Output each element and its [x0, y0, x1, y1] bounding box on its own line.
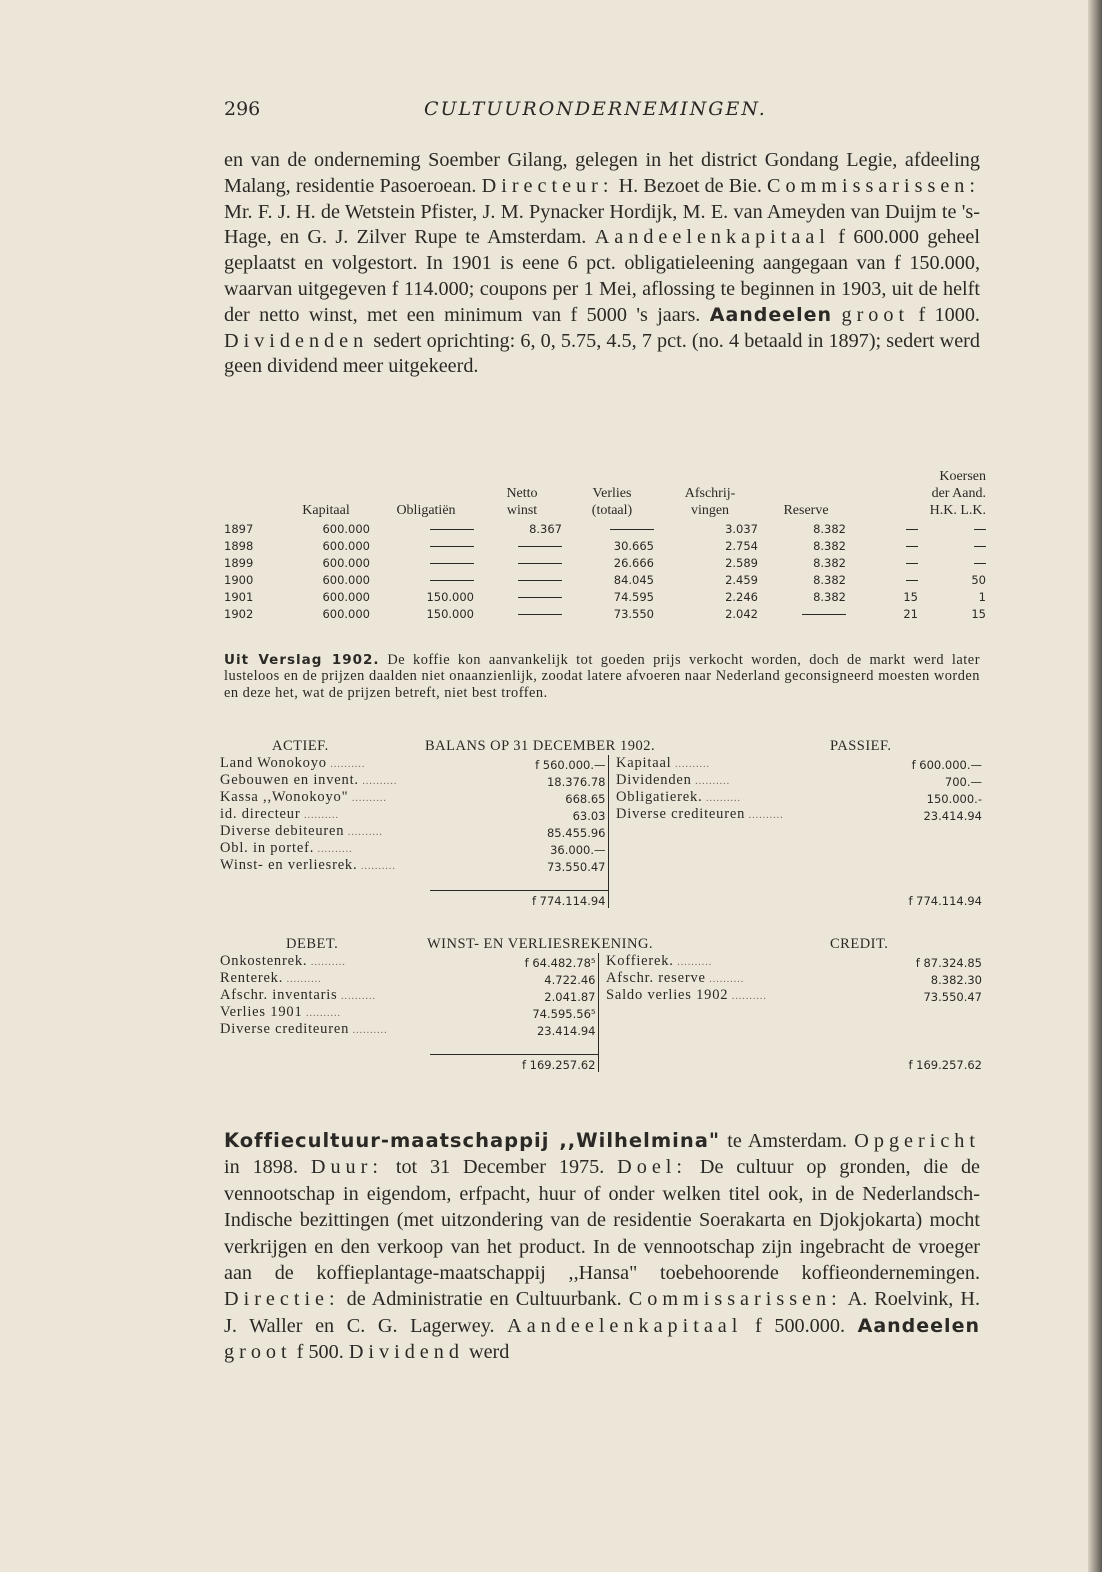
ledger-label-text: Kassa ,,Wonokoyo": [220, 789, 349, 805]
lk-cell: 15: [971, 607, 986, 621]
winst-title: WINST- EN VERLIESREKENING.: [427, 936, 654, 952]
dash-mark: [974, 546, 986, 547]
kapitaal-cell: 600.000: [322, 607, 370, 621]
lk-cell: [922, 536, 990, 553]
ledger-label: [220, 970, 430, 987]
ledger-row: [220, 857, 984, 874]
ledger-value: f 600.000.—: [911, 758, 982, 772]
ledger-value: [826, 823, 984, 840]
kapitaal-cell: 600.000: [322, 573, 370, 587]
ledger-row: [220, 772, 984, 789]
ledger-label-text: Winst- en verliesrek.: [220, 857, 358, 873]
reserve-cell: 8.382: [813, 539, 846, 553]
hk-cell: [850, 536, 922, 553]
dash-mark: [430, 546, 474, 547]
directie-label: Directie:: [224, 1288, 340, 1311]
ledger-value: 700.—: [944, 775, 982, 789]
ledger-label-text: Koffierek.: [606, 953, 674, 969]
dividenden-label: Dividenden: [224, 329, 369, 352]
ledger-label: [606, 953, 826, 970]
dash-mark: [906, 546, 918, 547]
afschr-cell: 2.754: [725, 539, 758, 553]
dash-mark: [974, 563, 986, 564]
text-span: Mr. F. J. H. de Wetstein Pfister, J. M. Pynacker Hordijk, M. E. van Ameyden van Duijm te 's-Hage, en G. J. Zilver Rupe te Amsterdam.: [224, 200, 980, 249]
ledger-row: [220, 823, 984, 840]
hk-cell: 21: [903, 607, 918, 621]
ledger-label-text: Saldo verlies 1902: [606, 987, 729, 1003]
leader-dots: ..........: [302, 1008, 341, 1019]
dash-mark: [518, 580, 562, 581]
ledger-value: 23.414.94: [536, 1024, 596, 1038]
obligatien-cell: [374, 570, 478, 587]
text-span: sedert oprichting: 6, 0, 5.75, 4.5, 7 pct. (no. 4 betaald in 1897); sedert werd geen dividend meer uitgekeerd.: [224, 329, 980, 378]
leader-dots: ..........: [705, 974, 745, 985]
leader-dots: ..........: [728, 991, 767, 1002]
ledger-row: [220, 1004, 984, 1021]
afschr-cell: 2.459: [725, 573, 758, 587]
dash-mark: [518, 597, 562, 598]
text-span: werd: [463, 1341, 510, 1364]
leader-dots: ..........: [300, 810, 339, 821]
table-row: [220, 570, 990, 587]
hk-cell: [850, 519, 922, 536]
text-span: f 500.: [291, 1341, 349, 1364]
ledger-divider: [608, 755, 616, 772]
aandeelen-label: Aandeelen: [709, 303, 833, 326]
ledger-row: [220, 987, 984, 1004]
netto-cell: 8.367: [529, 522, 562, 536]
ledger-label-text: Diverse debiteuren: [220, 823, 345, 839]
ledger-label: [220, 987, 430, 1004]
ledger-divider: [608, 823, 616, 840]
ledger-label: [606, 987, 826, 1004]
winst-total-right: f 169.257.62: [908, 1057, 982, 1072]
directeur-label: Directeur:: [481, 174, 614, 197]
reserve-cell: 8.382: [813, 522, 846, 536]
ledger-divider: [608, 789, 616, 806]
afschr-cell: 2.042: [725, 607, 758, 621]
ledger-value: 4.722.46: [544, 973, 596, 987]
text-span: De cultuur op gronden, die de vennootschap in eigendom, erfpacht, huur of onder welken titel ook, in de Nederlandsch-Indische bezittingen (met uitzondering van de residentie Soerakarta en Djokjokarta) mocht verkrijgen en den verkoop van het product. In de vennootschap zijn ingebracht de vroeger aan de koffieplantage-maatschappij ,,Hansa" toebehoorende koffieondernemingen.: [224, 1156, 981, 1285]
balance-sheet: [220, 736, 984, 908]
credit-label: CREDIT.: [830, 936, 889, 952]
ledger-row: [220, 953, 984, 970]
text-span: f 600.000 geheel geplaatst en volgestort. In 1901 is eene 6 pct. obligatieleening aangegaan van f 150.000, waarvan uitgegeven f 114.000; coupons per 1 Mei, aflossing te beginnen in 1903, uit de helft der netto winst, met een minimum van f 5000 's jaars.: [224, 226, 980, 326]
verlies-cell: 84.045: [613, 573, 654, 587]
verlies-cell: 74.595: [613, 590, 654, 604]
dash-mark: [518, 546, 562, 547]
financial-history-table: [220, 468, 990, 621]
ledger-divider: [598, 1004, 606, 1021]
text-span: te Amsterdam.: [720, 1130, 855, 1152]
ledger-value: f 87.324.85: [915, 956, 982, 970]
ledger-label: [606, 970, 826, 987]
table-row: [220, 536, 990, 553]
leader-dots: ..........: [349, 1025, 388, 1036]
netto-cell: [478, 536, 566, 553]
winst-total-left: f 169.257.62: [430, 1055, 598, 1072]
ledger-label: [606, 1004, 826, 1021]
ledger-label-text: Afschr. inventaris: [220, 987, 338, 1003]
ledger-divider: [608, 840, 616, 857]
year-cell: 1900: [224, 573, 254, 587]
ledger-value: [826, 857, 984, 874]
reserve-cell: 8.382: [813, 573, 846, 587]
ledger-value: 150.000.-: [926, 792, 982, 806]
reserve-header: Reserve: [783, 503, 829, 518]
leader-dots: ..........: [673, 957, 713, 968]
hk-cell: [850, 553, 922, 570]
afschr-cell: 2.246: [725, 590, 758, 604]
ledger-label: [220, 772, 430, 789]
running-title: CULTUURONDERNEMINGEN.: [424, 98, 767, 120]
ledger-label-text: Obligatierek.: [616, 789, 703, 805]
table-row: [220, 553, 990, 570]
ledger-label-text: Gebouwen en invent.: [220, 772, 359, 788]
ledger-divider: [598, 970, 606, 987]
actief-label: ACTIEF.: [272, 738, 329, 754]
dividend-label: Dividend: [348, 1341, 464, 1364]
ledger-divider: [608, 857, 616, 874]
company-description-paragraph: [224, 148, 980, 380]
verlies-cell: 30.665: [613, 539, 654, 553]
balans-title: BALANS OP 31 DECEMBER 1902.: [425, 738, 656, 754]
page-number: 296: [224, 98, 261, 120]
leader-dots: ..........: [745, 810, 784, 821]
ledger-divider: [608, 806, 616, 823]
duur-label: Duur:: [310, 1156, 383, 1179]
dash-mark: [430, 529, 474, 530]
dash-mark: [906, 563, 918, 564]
obligatien-cell: 150.000: [426, 590, 474, 604]
text-span: tot 31 December 1975.: [382, 1156, 618, 1179]
ledger-label-text: Dividenden: [616, 772, 692, 788]
lk-cell: 50: [971, 573, 986, 587]
leader-dots: ..........: [314, 844, 353, 855]
leader-dots: ..........: [691, 776, 731, 787]
leader-dots: ..........: [358, 776, 398, 787]
ledger-row: [220, 1021, 984, 1038]
ledger-label-text: Diverse crediteuren: [220, 1021, 350, 1037]
text-span: in 1898.: [224, 1156, 311, 1179]
ledger-label-text: Afschr. reserve: [606, 970, 706, 986]
debet-label: DEBET.: [286, 936, 339, 952]
vingen-header: vingen: [690, 503, 730, 518]
balans-total-left: f 774.114.94: [430, 891, 608, 908]
ledger-divider: [598, 987, 606, 1004]
koersen-header: Koersen: [939, 469, 986, 484]
ledger-value: 23.414.94: [923, 809, 982, 823]
ledger-label: [220, 1021, 430, 1038]
text-span: f 500.000.: [742, 1314, 858, 1337]
text-span: A. Roelvink, H. J. Waller en C. G. Lagerwey.: [224, 1288, 981, 1337]
year-cell: 1897: [224, 522, 254, 536]
ledger-value: f 560.000.—: [535, 758, 606, 772]
leader-dots: ..........: [337, 991, 376, 1002]
wilhelmina-paragraph: [224, 1128, 980, 1366]
balans-total-right: f 774.114.94: [908, 893, 982, 908]
ledger-label: [220, 857, 430, 874]
ledger-value: 74.595.56⁵: [532, 1007, 596, 1021]
ledger-label: [616, 806, 826, 823]
ledger-label-text: Obl. in portef.: [220, 840, 315, 856]
hk-cell: 15: [903, 590, 918, 604]
winst-header: winst: [506, 503, 538, 518]
kapitaal-cell: 600.000: [322, 556, 370, 570]
verlies-header: Verlies: [592, 486, 632, 501]
groot-label: groot: [841, 303, 910, 326]
reserve-cell: 8.382: [813, 590, 846, 604]
obligatien-header: Obligatiën: [396, 503, 456, 518]
ledger-value: [826, 1021, 984, 1038]
reserve-cell: 8.382: [813, 556, 846, 570]
report-text: De koffie kon aanvankelijk tot goeden prijs verkocht worden, doch de markt werd later lusteloos en de prijzen daalden niet onaanzienlijk, zoodat latere afvoeren naar Nederland geconsigneerd moesten worden en deze het, wat de prijzen betreft, niet best troffen.: [224, 652, 980, 701]
ledger-value: 73.550.47: [923, 990, 982, 1004]
ledger-label: [616, 789, 826, 806]
verlies-cell: [566, 519, 658, 536]
afschrijvingen-header: Afschrij-: [684, 486, 736, 501]
ledger-label: [220, 1004, 430, 1021]
aandeelen-label: Aandeelen: [857, 1314, 980, 1337]
dash-mark: [518, 563, 562, 564]
ledger-label-text: Renterek.: [220, 970, 284, 986]
profit-loss-account: [220, 934, 984, 1072]
ledger-row: [220, 840, 984, 857]
doel-label: Doel:: [617, 1156, 688, 1179]
passief-label: PASSIEF.: [830, 738, 892, 754]
ledger-value: 73.550.47: [546, 860, 606, 874]
aandeelenkapitaal-label: Aandeelenkapitaal: [507, 1314, 743, 1337]
text-span: en van de onderneming Soember Gilang, gelegen in het district Gondang Legie, afdeeling Malang, residentie Pasoeroean.: [224, 149, 980, 197]
leader-dots: ..........: [702, 793, 741, 804]
ledger-value: 36.000.—: [550, 843, 606, 857]
year-cell: 1899: [224, 556, 254, 570]
ledger-label: [220, 823, 430, 840]
ledger-divider: [598, 953, 606, 970]
ledger-value: 63.03: [572, 809, 606, 823]
ledger-row: [220, 806, 984, 823]
dash-mark: [430, 563, 474, 564]
kapitaal-cell: 600.000: [322, 522, 370, 536]
ledger-value: f 64.482.78⁵: [524, 956, 596, 970]
leader-dots: ..........: [307, 957, 346, 968]
netto-header: Netto: [506, 486, 538, 501]
ledger-value: 2.041.87: [544, 990, 596, 1004]
obligatien-cell: [374, 536, 478, 553]
ledger-value: 668.65: [565, 792, 606, 806]
ledger-label: [616, 772, 826, 789]
netto-cell: [478, 604, 566, 621]
ledger-label-text: Verlies 1901: [220, 1004, 303, 1020]
kapitaal-header: Kapitaal: [302, 503, 350, 518]
ledger-value: 85.455.96: [546, 826, 606, 840]
ledger-label-text: Diverse crediteuren: [616, 806, 746, 822]
dash-mark: [906, 580, 918, 581]
table-row: [220, 519, 990, 536]
page-header: [224, 98, 984, 128]
ledger-value: 18.376.78: [546, 775, 606, 789]
leader-dots: ..........: [671, 759, 711, 770]
ledger-divider: [608, 772, 616, 789]
leader-dots: ..........: [344, 827, 383, 838]
hk-lk-header: H.K. L.K.: [929, 503, 986, 518]
dash-mark: [518, 614, 562, 615]
ledger-row: [220, 789, 984, 806]
netto-cell: [478, 570, 566, 587]
obligatien-cell: [374, 519, 478, 536]
company-name: Koffiecultuur-maatschappij ,,Wilhelmina": [224, 1129, 721, 1152]
groot-label: groot: [224, 1341, 292, 1364]
lk-cell: [922, 519, 990, 536]
kapitaal-cell: 600.000: [322, 590, 370, 604]
obligatien-cell: [374, 553, 478, 570]
afschr-cell: 3.037: [725, 522, 758, 536]
ledger-label-text: Land Wonokoyo: [220, 755, 327, 771]
opgericht-label: Opgericht: [854, 1130, 981, 1152]
ledger-value: 8.382.30: [930, 973, 982, 987]
leader-dots: ..........: [326, 759, 366, 770]
leader-dots: ..........: [357, 861, 396, 872]
ledger-label-text: Onkostenrek.: [220, 953, 308, 969]
der-aand-header: der Aand.: [931, 486, 986, 501]
dash-mark: [610, 529, 654, 530]
ledger-label: [606, 1021, 826, 1038]
lk-cell: [922, 553, 990, 570]
dash-mark: [430, 580, 474, 581]
ledger-label: [616, 857, 826, 874]
netto-cell: [478, 553, 566, 570]
dash-mark: [974, 529, 986, 530]
ledger-divider: [598, 1021, 606, 1038]
ledger-label: [220, 953, 430, 970]
leader-dots: ..........: [283, 974, 322, 985]
text-span: de Administratie en Cultuurbank.: [339, 1288, 629, 1311]
dash-mark: [802, 614, 846, 615]
table-row: [220, 587, 990, 604]
obligatien-cell: 150.000: [426, 607, 474, 621]
report-label: Uit Verslag 1902.: [224, 652, 380, 668]
verlies-cell: 26.666: [613, 556, 654, 570]
ledger-value: [826, 840, 984, 857]
ledger-label: [616, 755, 826, 772]
reserve-cell: [762, 604, 850, 621]
netto-cell: [478, 587, 566, 604]
ledger-label-text: id. directeur: [220, 806, 301, 822]
leader-dots: ..........: [348, 793, 387, 804]
commissarissen-label: Commissarissen:: [628, 1288, 842, 1311]
ledger-row: [220, 970, 984, 987]
ledger-label: [220, 755, 430, 772]
afschr-cell: 2.589: [725, 556, 758, 570]
totaal-header: (totaal): [591, 503, 633, 518]
ledger-label: [220, 806, 430, 823]
ledger-label-text: Kapitaal: [616, 755, 672, 771]
lk-cell: 1: [978, 590, 986, 604]
commissarissen-label: Commissarissen:: [767, 174, 980, 197]
ledger-label: [616, 823, 826, 840]
text-span: H. Bezoet de Bie.: [613, 174, 768, 197]
text-span: f 1000.: [909, 303, 980, 326]
ledger-row: [220, 755, 984, 772]
year-cell: 1901: [224, 590, 254, 604]
dash-mark: [906, 529, 918, 530]
kapitaal-cell: 600.000: [322, 539, 370, 553]
ledger-label: [220, 840, 430, 857]
ledger-label: [616, 840, 826, 857]
year-cell: 1902: [224, 607, 254, 621]
hk-cell: [850, 570, 922, 587]
ledger-value: [826, 1004, 984, 1021]
verlies-cell: 73.550: [613, 607, 654, 621]
ledger-label: [220, 789, 430, 806]
aandeelenkapitaal-label: Aandeelenkapitaal: [594, 226, 830, 249]
year-cell: 1898: [224, 539, 254, 553]
page-edge-shadow: [1088, 0, 1102, 1572]
table-row: [220, 604, 990, 621]
annual-report-paragraph: [224, 652, 980, 701]
